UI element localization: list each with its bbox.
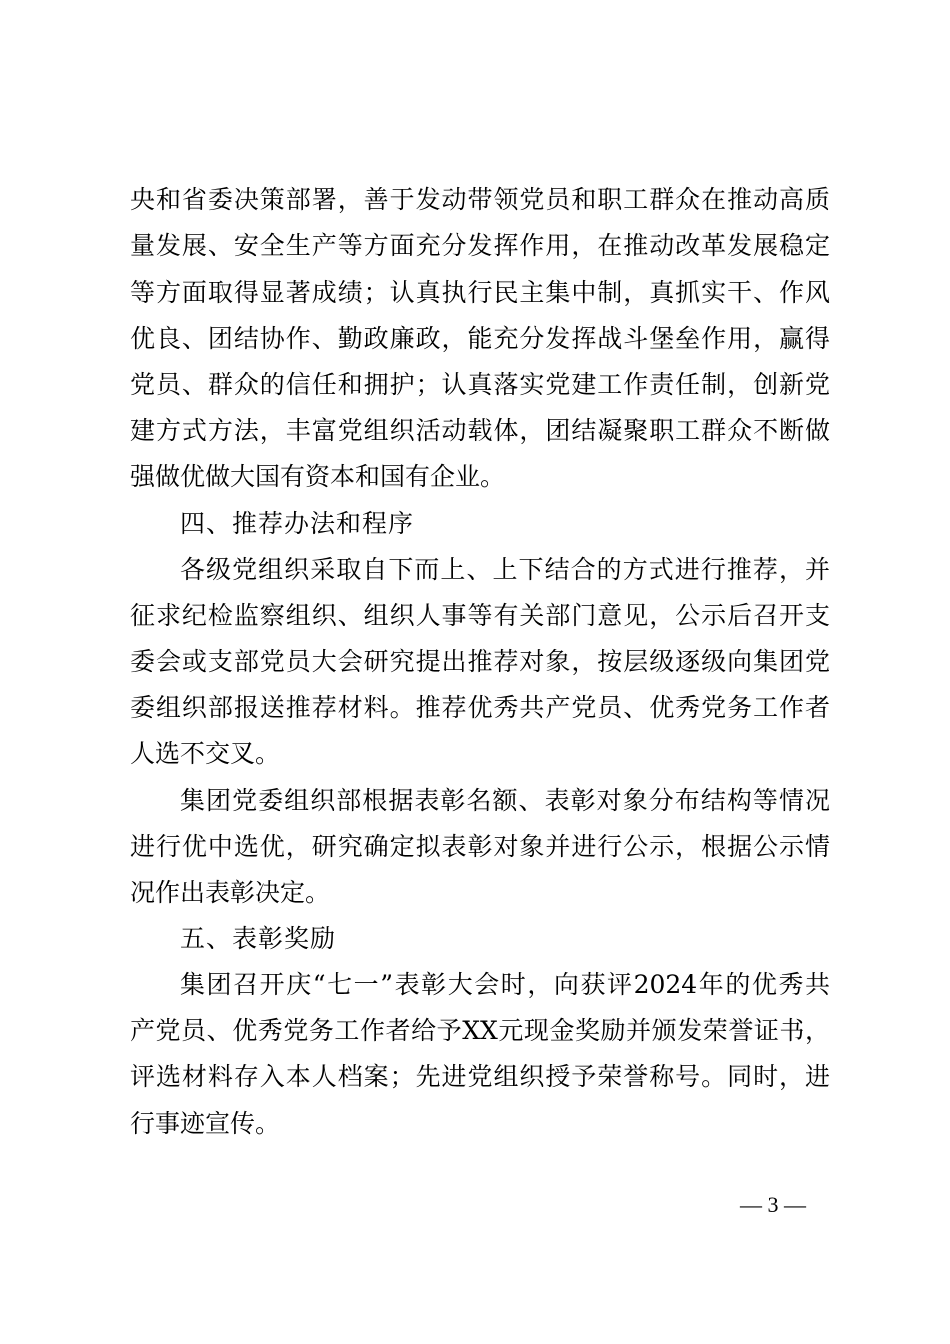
section3-line-3: 等方面取得显著成绩；认真执行民主集中制，真抓实干、作风 — [130, 278, 830, 307]
section4-para1-line-5: 人选不交叉。 — [130, 739, 281, 768]
section3-line-1: 央和省委决策部署，善于发动带领党员和职工群众在推动高质 — [130, 185, 830, 214]
page-number: — 3 — — [740, 1192, 806, 1217]
section3-line-4: 优良、团结协作、勤政廉政，能充分发挥战斗堡垒作用，赢得 — [130, 324, 830, 353]
section4-para2-line-1: 集团党委组织部根据表彰名额、表彰对象分布结构等情况 — [180, 786, 830, 815]
section5-para1-line-2: 产党员、优秀党务工作者给予XX元现金奖励并颁发荣誉证书， — [130, 1016, 830, 1045]
section4-para1-line-4: 委组织部报送推荐材料。推荐优秀共产党员、优秀党务工作者 — [130, 693, 830, 722]
section5-para1-line-3: 评选材料存入本人档案；先进党组织授予荣誉称号。同时，进 — [130, 1062, 830, 1091]
section4-para2-line-2: 进行优中选优，研究确定拟表彰对象并进行公示，根据公示情 — [130, 832, 830, 861]
section3-line-7: 强做优做大国有资本和国有企业。 — [130, 462, 506, 491]
section4-para1-line-1: 各级党组织采取自下而上、上下结合的方式进行推荐，并 — [180, 555, 830, 584]
section3-line-2: 量发展、安全生产等方面充分发挥作用，在推动改革发展稳定 — [130, 231, 830, 260]
section3-line-5: 党员、群众的信任和拥护；认真落实党建工作责任制，创新党 — [130, 370, 830, 399]
section5-para1-line-1: 集团召开庆“七一”表彰大会时，向获评2024年的优秀共 — [180, 970, 830, 999]
section4-para1-line-3: 委会或支部党员大会研究提出推荐对象，按层级逐级向集团党 — [130, 647, 830, 676]
section3-line-6: 建方式方法，丰富党组织活动载体，团结凝聚职工群众不断做 — [130, 416, 830, 445]
section4-para1-line-2: 征求纪检监察组织、组织人事等有关部门意见，公示后召开支 — [130, 601, 830, 630]
section5-heading: 五、表彰奖励 — [180, 924, 337, 953]
section4-heading: 四、推荐办法和程序 — [180, 509, 415, 538]
section4-para2-line-3: 况作出表彰决定。 — [130, 878, 331, 907]
section5-para1-line-4: 行事迹宣传。 — [130, 1109, 281, 1138]
